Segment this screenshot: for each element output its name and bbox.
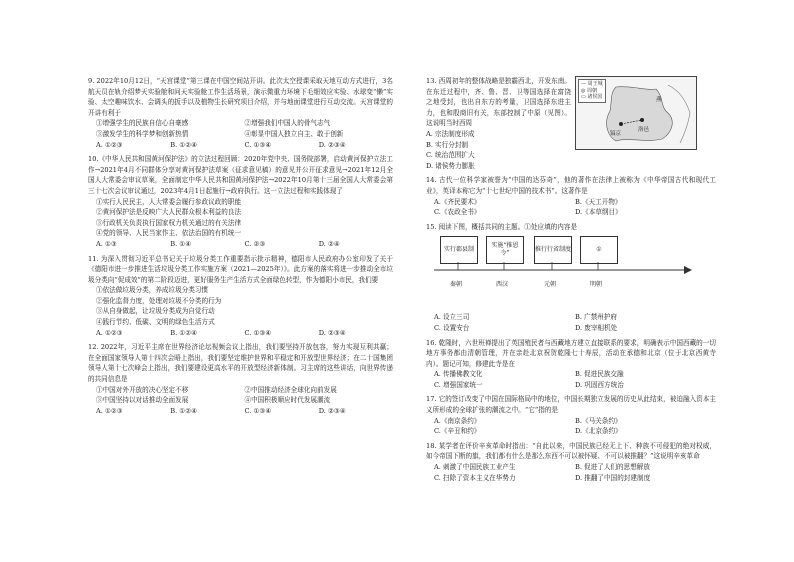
option-list — [88, 140, 393, 151]
option-d: D. 诸侯势力膨胀 — [426, 161, 475, 170]
option-d: D.《本草纲目》 — [575, 208, 622, 217]
statement: ②强化监督力度，处理对垃圾不分类的行为 — [96, 296, 222, 305]
option-c: C. 扫除了资本主义在华势力 — [434, 473, 516, 482]
option-b: B.《马关条约》 — [575, 416, 622, 425]
option-b: B. 促进民族交融 — [575, 370, 624, 379]
question-stem: 17. 它的签订改变了中国在国际格局中的地位，中国长期独立发展的历史从此结束，被迫融入资本主义所形成的全球扩张的潮流之中。“它”指的是 — [426, 395, 716, 415]
option-a: A.《齐民要术》 — [434, 197, 481, 206]
legend-item: ◎ 周朝 — [581, 87, 597, 94]
option-a: A. ①②③ — [96, 406, 123, 415]
option-a: A. ①③ — [96, 239, 117, 248]
question-14 — [426, 175, 716, 217]
option-b: B. 促进了人们的思想解放 — [575, 463, 650, 472]
option-c: C. 统治范围扩大 — [426, 151, 475, 160]
option-list — [88, 328, 393, 339]
statement: ①中国对外开放的决心坚定不移 — [96, 385, 189, 394]
option-c: C. 设置安台 — [434, 323, 470, 332]
option-d: D. ②③④ — [318, 328, 346, 337]
map-label: 燕 — [656, 97, 662, 103]
timeline-box: ① — [580, 236, 618, 264]
question-stem: 14. 古代一位科学家被誉为“中国的达芬奇”，他的著作在法律上被称为《中华帝国古代和现代工业》，英译本称它为“十七世纪中国的技术书”。这著作是 — [426, 176, 716, 195]
option-a: A. ①②③ — [96, 328, 123, 337]
statement: ②中国推动经济全球化向前发展 — [244, 385, 337, 394]
option-d: D. 巩固西方统治 — [575, 380, 624, 389]
option-a: A. 传播佛教文化 — [434, 370, 483, 379]
map-label: 洛邑 — [638, 127, 650, 133]
timeline-figure — [434, 234, 696, 312]
option-a: A. 宗法制度形成 — [426, 129, 475, 138]
option-c: C. ①③④ — [244, 406, 272, 415]
question-17 — [426, 394, 716, 436]
statement: ④彰显中国人独立自主、敢于创新 — [244, 129, 344, 138]
option-c: C. ①③④ — [244, 328, 272, 337]
option-c: C.《辛丑和约》 — [434, 427, 481, 436]
option-list — [426, 462, 716, 483]
option-list — [88, 239, 393, 250]
option-b: B. 广禁州护府 — [575, 313, 618, 322]
statement: ②增强我们中国人的骨气志气 — [244, 119, 331, 128]
statement: ③中国坚持以对话推动全面发展 — [96, 396, 189, 405]
question-16 — [426, 338, 716, 391]
timeline-box: 实施“推恩令” — [486, 236, 524, 264]
question-13 — [426, 76, 571, 171]
question-18 — [426, 441, 716, 483]
period-label: 秦朝 — [450, 281, 463, 288]
statement-list — [88, 285, 393, 327]
option-b: B. 实行分封制 — [426, 140, 469, 149]
map-legend — [578, 79, 606, 103]
period-label: 西汉 — [496, 281, 509, 288]
axis-arrow — [684, 266, 692, 274]
option-list — [88, 406, 393, 417]
statement: ③从自身做起，让垃圾分类成为自觉行动 — [96, 307, 215, 316]
coastline — [668, 85, 690, 143]
question-stem: 16. 乾隆时，六世班禅提出了英国殖民者与西藏地方建立直接联系的要求，明确表示中国西藏的一切地方事务都由清朝管理，并在亲赴北京祝贺乾隆七十寿辰，活动在承德和北京（位于北京西黄寺内）。题记可知，修建此寺是在 — [426, 338, 716, 368]
left-column — [88, 76, 393, 420]
statement: ④中国积极顺应时代发展潮流 — [244, 396, 331, 405]
timeline-axis — [434, 234, 696, 278]
period-label: 明朝 — [590, 281, 603, 288]
map-label: 镐京 — [610, 131, 622, 137]
option-list — [426, 312, 716, 333]
timeline-box: 推行行省制度 — [534, 236, 572, 264]
option-c: C.《农政全书》 — [434, 208, 481, 217]
option-list — [426, 416, 716, 437]
question-stem: 15. 阅读下图，概括共同的主题。①处应填的内容是 — [426, 222, 578, 231]
option-b: B. ①②④ — [170, 140, 198, 149]
option-b: B.《天工开物》 — [575, 197, 622, 206]
option-a: A. ①②③ — [96, 140, 123, 149]
question-12 — [88, 342, 393, 416]
option-c: C. ①③④ — [244, 140, 272, 149]
statement: ④践行节约、低碳、文明的绿色生活方式 — [96, 318, 215, 327]
option-b: B. ①②④ — [170, 328, 198, 337]
statement: ①实行人民民主，人大常委会履行参政议政的职能 — [96, 197, 242, 206]
option-d: D. ②③④ — [318, 406, 346, 415]
statement: ①依法做垃圾分类，养成垃圾分类习惯 — [96, 286, 209, 295]
option-list — [426, 197, 716, 218]
legend-item: — 周王城 — [581, 81, 603, 87]
question-11 — [88, 254, 393, 339]
option-a: A.《南京条约》 — [434, 416, 481, 425]
question-stem: 9. 2022年10月12日，“天宫课堂”第三课在中国空间站开讲。此次太空授课采取天地互动方式进行，3名航天员在轨介绍梦天实验舱和问天实验舱工作生活场景，演示微重力环境下毛细效应实验、水球变“懒”实验、太空趣味饮水、会调头的扳手以及植物生长研究项目介绍，并与地面课堂进行互动交流。天宫课堂的开讲有利于 — [88, 77, 393, 117]
question-stem: 10.《中华人民共和国黄河保护法》的立法过程回顾：2020年党中央、国务院部署，启动黄河保护立法工作→2021年4月不同群体分享对黄河保护法草案（征求意见稿）的意见并公开征求意见→2021年12月全国人大常委会审议草案，全面制定中华人民共和国黄河保护法→2022年10月第十三届全国人大常委会第三十七次会议审议通过，2023年4月1日起施行→政府执行。这一立法过程和实践体现了 — [88, 155, 393, 195]
statement: ②黄河保护法是反映广大人民群众根本利益的良法 — [96, 208, 242, 217]
statement-list — [88, 197, 393, 239]
question-stem: 13. 西周初年的整体战略是独霸西北，开发东南。在东迁过程中，齐、鲁、晋、卫等国选择在富饶之地受封，也出自东方的考量，卫国选择东进主力，也和殷商旧有关，东部控制了中原（见图）。这说明当时西周 — [426, 77, 571, 128]
option-b: B. ①②④ — [170, 406, 198, 415]
option-d: D.《北京条约》 — [575, 427, 622, 436]
statement: ④党的领导、人民当家作主、依法治国的有机统一 — [96, 229, 242, 238]
statement: ①增强学生的民族自信心自豪感 — [96, 119, 189, 128]
option-c: C. ②③ — [244, 239, 266, 248]
question-stem: 11. 为深入贯彻习近平总书记关于垃圾分类工作重要指示批示精神，德阳市人民政府办公室印发了关于《德阳市进一步推进生活垃圾分类工作实施方案（2021—2025年）》。此方案的落实将进一步推动全市垃圾分类向“促成效”的第二阶段迈进，更好服务生产生活方式全面绿色转型，作为德阳小市民，我们要 — [88, 254, 393, 284]
period-label: 元朝 — [544, 281, 557, 288]
option-d: D. 废宰相机处 — [575, 323, 618, 332]
option-b: B. ①④ — [170, 239, 192, 248]
option-a: A. 刺激了中国民族工业产生 — [434, 463, 516, 472]
statement-list — [88, 385, 393, 406]
question-10 — [88, 154, 393, 249]
question-9 — [88, 76, 393, 150]
legend-item: ▭ 诸侯国 — [581, 94, 603, 100]
option-c: C. 增强国家统一 — [434, 380, 483, 389]
timeline-box: 实行郡县制 — [440, 236, 478, 264]
option-d: D. ②④ — [318, 239, 340, 248]
western-zhou-map — [575, 76, 697, 150]
option-list — [426, 369, 716, 390]
statement: ③激发学生的科学梦和创新热情 — [96, 129, 189, 138]
option-d: D. 推翻了中国的封建制度 — [575, 473, 651, 482]
option-d: D. ②③④ — [318, 140, 346, 149]
question-stem: 12. 2022年，习近平主席在世界经济论坛视频会议上指出，我们要坚持开放包容，努力实现互利共赢；在全面国家领导人第十四次会晤上指出，我们要坚定维护世界和平稳定和开放型世界经济；在二十国集团领导人第十七次峰会上指出，我们要建设更高水平的开放型经济新体制。习主席的这些讲话，向世界传递的共同信息是 — [88, 343, 393, 384]
option-a: A. 设立三司 — [434, 313, 470, 322]
option-list — [426, 129, 571, 171]
question-stem: 18. 某学者在评价辛亥革命时指出：“自此以来，中国民族已经无上下、种族不可侵犯的绝对权威，如今帝国下断的旗，我们都有什么是那么东西不可以被怀疑、不可以被推翻？”这说明辛亥革命 — [426, 441, 716, 461]
statement: ③行政机关负责执行国家权力机关通过的有关法律 — [96, 218, 242, 227]
statement-list — [88, 118, 393, 139]
